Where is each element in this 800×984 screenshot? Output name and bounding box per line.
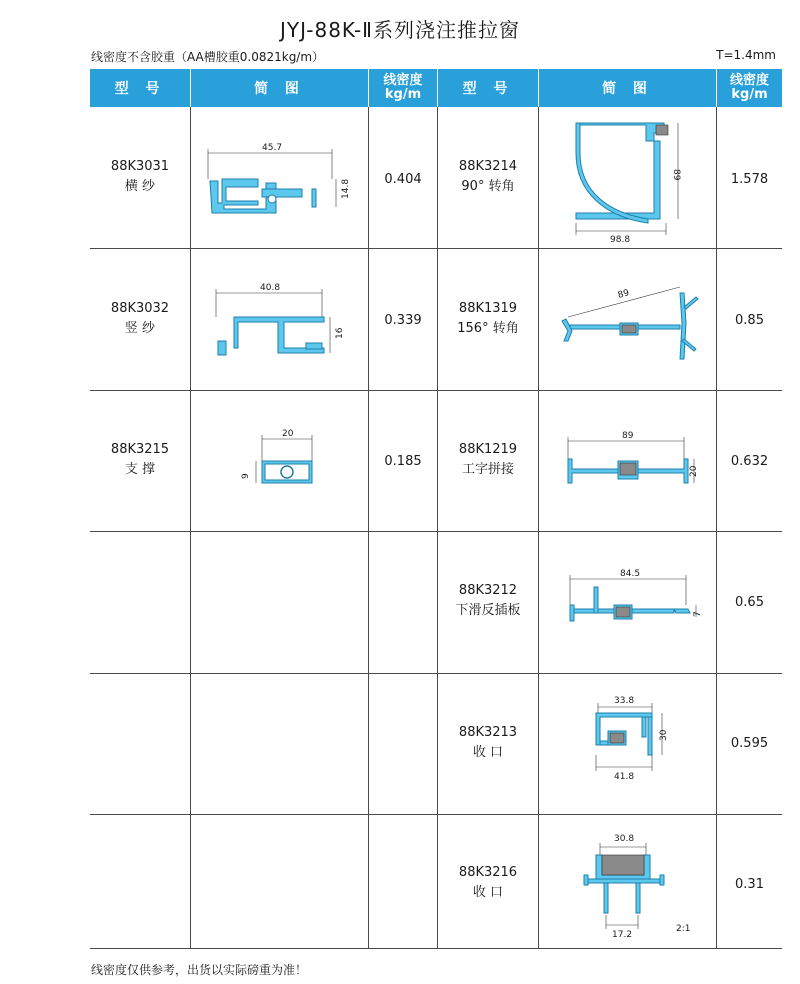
model-cell	[438, 299, 538, 339]
model-code: 88K1219	[458, 442, 518, 457]
model-code: 88K3215	[110, 442, 170, 457]
dim-label: 89	[622, 431, 634, 441]
dim-label: 20	[689, 465, 699, 477]
page-title: JYJ-88K-Ⅱ系列浇注推拉窗	[279, 18, 521, 42]
model-cell	[438, 440, 538, 480]
table-header	[90, 69, 782, 107]
profile-drawing	[562, 115, 712, 245]
density-value: 0.85	[735, 313, 764, 328]
dim-label: 33.8	[614, 696, 635, 706]
density-value: 0.404	[384, 172, 422, 187]
footer-note: 线密度仅供参考，出货以实际磅重为准！	[91, 963, 308, 977]
profile-drawing	[210, 281, 360, 361]
header-drawing: 简 图	[254, 81, 305, 97]
scale-label: 2:1	[676, 924, 691, 934]
model-cell	[438, 157, 538, 197]
model-name: 竖 纱	[124, 321, 156, 336]
dim-label: 30.8	[614, 834, 635, 844]
model-name: 横 纱	[124, 179, 156, 194]
header-density-unit-right: kg/m	[731, 87, 768, 102]
thickness-note: T=1.4mm	[716, 48, 776, 62]
header-density-label: 线密度	[383, 73, 423, 88]
model-code: 88K3031	[110, 159, 170, 174]
header-model-right: 型 号	[462, 81, 514, 97]
density-value: 0.65	[735, 595, 764, 610]
model-name: 支 撑	[124, 462, 156, 477]
dim-label: 17.2	[612, 930, 633, 940]
profile-drawing	[584, 691, 694, 791]
density-value: 0.185	[384, 454, 422, 469]
model-name: 下滑反插板	[455, 603, 521, 618]
dim-label: 16	[335, 327, 345, 339]
spec-table	[90, 69, 782, 949]
model-code: 88K3214	[458, 159, 518, 174]
dim-label: 84.5	[620, 569, 641, 579]
profile-drawing	[220, 425, 330, 495]
profile-drawing	[560, 427, 710, 497]
dim-label: 14.8	[341, 178, 351, 199]
model-code: 88K3213	[458, 725, 518, 740]
model-name: 90° 转角	[461, 179, 515, 194]
model-name: 工字拼接	[461, 462, 514, 477]
dim-label: 45.7	[262, 143, 283, 153]
density-value: 1.578	[730, 172, 769, 187]
density-value: 0.595	[730, 736, 769, 751]
header-density-unit: kg/m	[384, 87, 422, 102]
header-model: 型 号	[114, 81, 166, 97]
header-density-label-right: 线密度	[729, 73, 769, 88]
header-density-right	[717, 69, 782, 107]
dim-label: 9	[241, 473, 251, 479]
density-value: 0.632	[730, 454, 769, 469]
dim-label: 98.8	[610, 235, 631, 245]
header-density	[369, 69, 437, 107]
model-cell	[90, 440, 190, 480]
dim-label: 7	[693, 611, 703, 617]
dim-label: 89	[671, 169, 681, 181]
profile-drawing	[556, 277, 716, 377]
model-cell	[438, 581, 538, 621]
model-cell	[438, 863, 538, 903]
model-code: 88K1319	[458, 301, 518, 316]
density-value: 0.339	[384, 313, 422, 328]
model-code: 88K3032	[110, 301, 170, 316]
profile-drawing	[200, 139, 360, 229]
header-drawing-right: 简 图	[602, 81, 653, 97]
dim-label: 30	[659, 729, 669, 741]
model-name: 收 口	[472, 885, 504, 900]
profile-drawing	[564, 565, 714, 645]
model-cell	[90, 157, 190, 197]
model-cell	[438, 723, 538, 763]
dim-label: 89	[616, 288, 631, 301]
profile-drawing	[576, 825, 706, 943]
model-code: 88K3212	[458, 583, 518, 598]
dim-label: 20	[282, 429, 294, 439]
model-name: 收 口	[472, 745, 504, 760]
dim-label: 40.8	[260, 283, 281, 293]
model-cell	[90, 299, 190, 339]
density-value: 0.31	[735, 877, 764, 892]
subtitle: 线密度不含胶重（AA槽胶重0.0821kg/m）	[91, 50, 325, 64]
dim-label: 41.8	[614, 772, 635, 782]
model-name: 156° 转角	[457, 321, 519, 336]
model-code: 88K3216	[458, 865, 518, 880]
